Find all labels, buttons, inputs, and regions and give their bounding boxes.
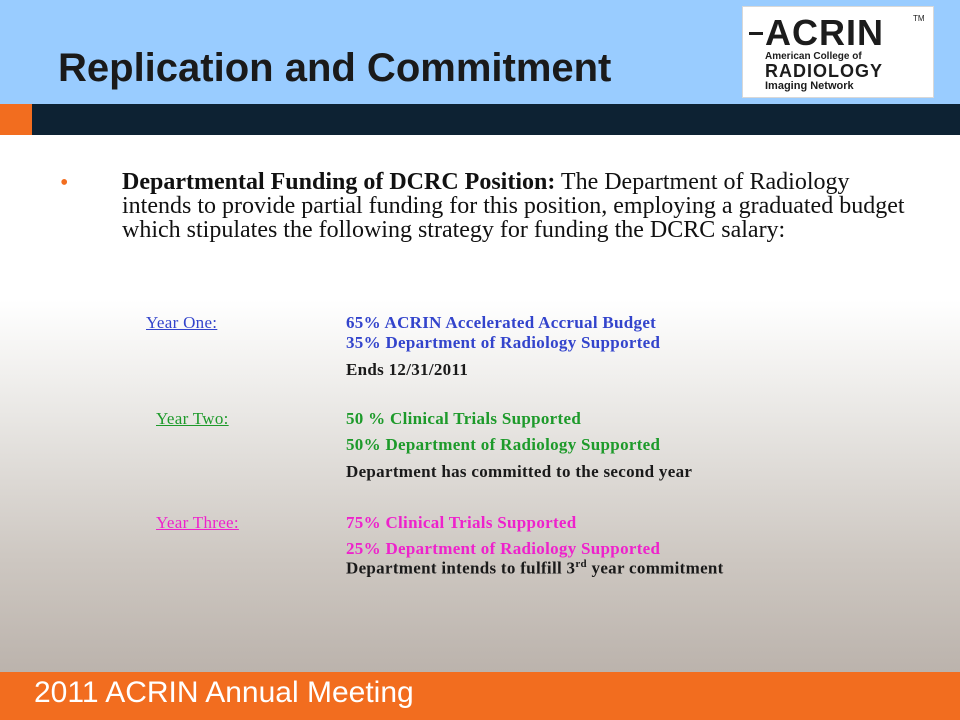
year-one-line-2: 35% Department of Radiology Supported [346,333,661,352]
footer-text: 2011 ACRIN Annual Meeting [34,676,414,709]
orange-accent-block [0,104,32,135]
funding-paragraph [122,170,922,242]
year-two-line-1: 50 % Clinical Trials Supported [346,409,582,428]
logo-main-text: ACRIN [765,12,884,53]
year-one-line-3: Ends 12/31/2011 [346,360,469,379]
year-three-line-1: 75% Clinical Trials Supported [346,513,577,532]
year-three-line-3: Department intends to fulfill 3rd year commitment [346,558,724,578]
navy-divider-bar [32,104,960,135]
year-two-line-2: 50% Department of Radiology Supported [346,435,661,454]
year-two-line-3: Department has committed to the second year [346,462,693,481]
logo-rule [749,32,763,35]
year-one-line-1: 65% ACRIN Accelerated Accrual Budget [346,313,657,332]
logo-trademark: TM [913,14,925,23]
year-one-label: Year One: [146,313,218,332]
logo-line-2: RADIOLOGY [765,61,884,81]
slide-title: Replication and Commitment [58,46,612,90]
year-three-label: Year Three: [156,513,239,532]
year-two-label: Year Two: [156,409,229,428]
logo-line-1: American College of [765,51,862,62]
funding-heading: Departmental Funding of DCRC Position: [122,169,556,195]
funding-text: The Department of Radiology intends to provide partial funding for this position, employing a graduated budget which stipulates the following strategy for funding the DCRC salary: [122,169,905,243]
year-three-line-2: 25% Department of Radiology Supported [346,539,661,558]
acrin-logo [742,6,934,98]
bullet-icon: • [60,170,69,196]
logo-line-3: Imaging Network [765,80,854,92]
